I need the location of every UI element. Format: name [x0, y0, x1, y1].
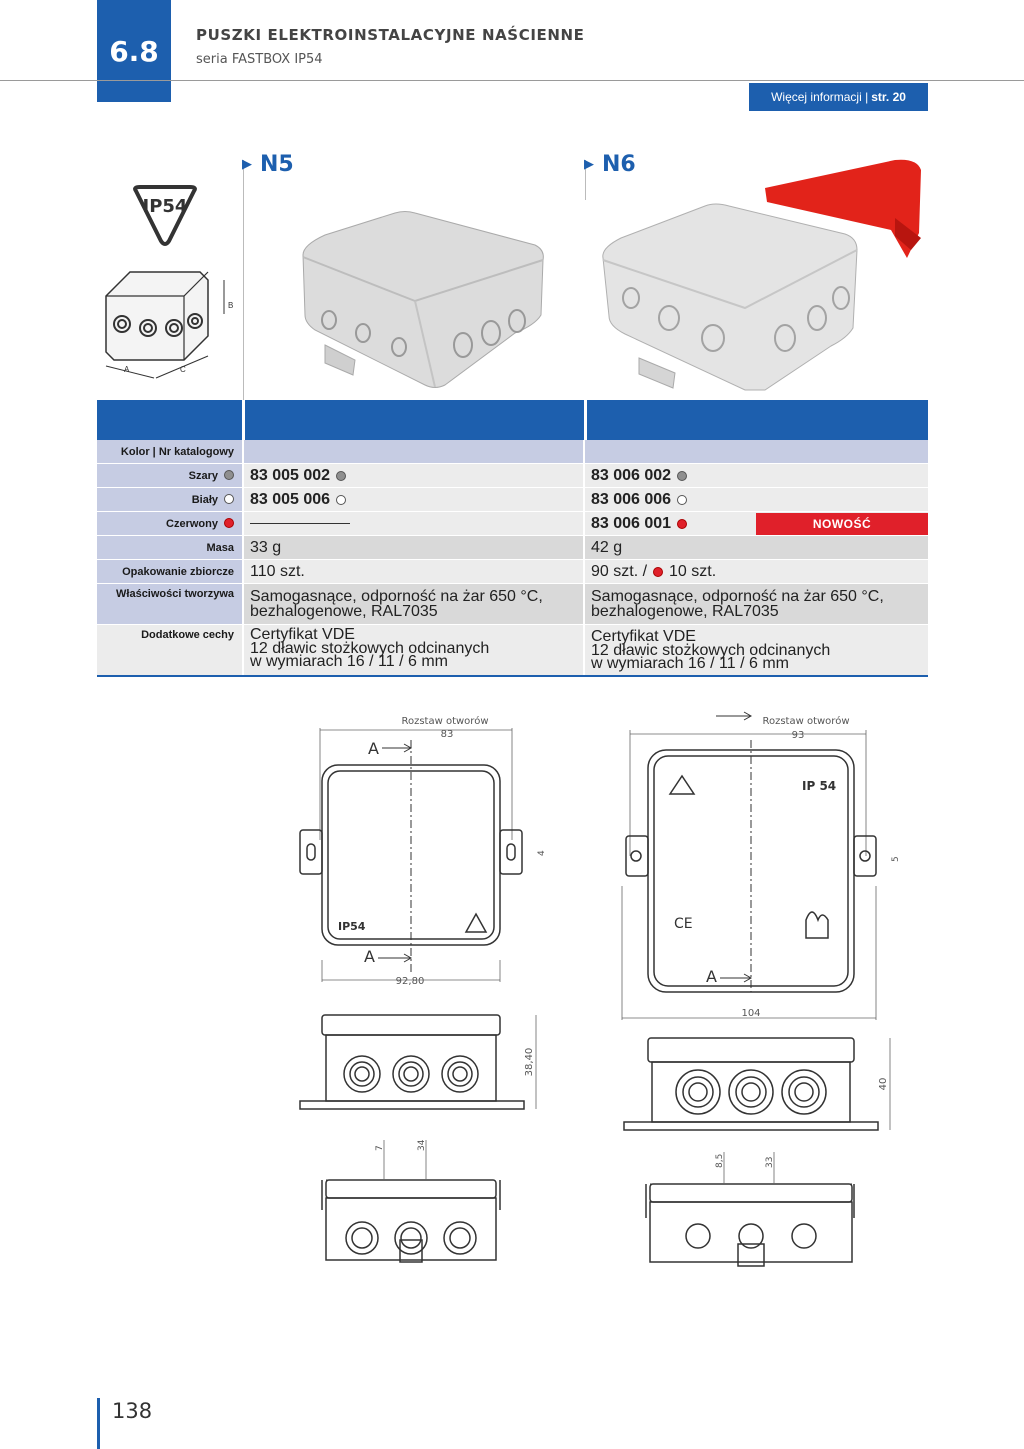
ip-marking: IP 54 — [802, 779, 837, 793]
dimension-sketch — [100, 266, 242, 381]
new-badge: NOWOŚĆ — [756, 513, 928, 535]
n5-technical-drawing — [290, 710, 550, 1300]
table-row-packaging — [97, 560, 928, 584]
gray-dot-icon — [224, 470, 234, 480]
section-marker: A — [364, 947, 375, 966]
row-label: Szary — [97, 464, 244, 487]
section-dimension: 33 — [765, 1156, 775, 1168]
n6-product-image — [595, 158, 925, 393]
triangle-right-icon: ▶ — [242, 157, 252, 172]
height-value: 38,40 — [524, 1047, 535, 1077]
more-info-label: Więcej informacji | — [771, 90, 869, 104]
n6-catalog-number: 83 006 001 — [585, 512, 928, 535]
red-dot-icon — [677, 519, 687, 529]
gray-dot-icon — [336, 471, 346, 481]
dash-line — [250, 523, 350, 524]
section-dimension: 8,5 — [715, 1153, 725, 1168]
ce-mark: CE — [674, 916, 693, 932]
dim-a-label: A — [124, 365, 130, 374]
page-subtitle: seria FASTBOX IP54 — [196, 52, 323, 67]
n6-technical-drawing — [618, 706, 908, 1298]
column-divider — [243, 160, 244, 400]
white-dot-icon — [677, 495, 687, 505]
n5-packaging: 110 szt. — [244, 560, 585, 583]
section-dimension: 7 — [375, 1145, 385, 1151]
red-dot-icon — [224, 518, 234, 528]
page-title: PUSZKI ELEKTROINSTALACYJNE NAŚCIENNE — [196, 26, 585, 44]
table-row-material — [97, 584, 928, 625]
n6-features: Certyfikat VDE 12 dławic stożkowych odcinanych w wymiarach 16 / 11 / 6 mm — [585, 625, 928, 675]
table-row-features — [97, 625, 928, 677]
lug-dimension: 4 — [537, 850, 547, 856]
n6-mass: 42 g — [585, 536, 928, 559]
table-row-mass — [97, 536, 928, 560]
spacing-label: Rozstaw otworów — [401, 716, 489, 727]
table-header-row — [97, 440, 928, 464]
more-info-link[interactable] — [749, 83, 928, 111]
table-row-white — [97, 488, 928, 512]
row-label: Właściwości tworzywa — [97, 584, 244, 624]
model-name: N5 — [260, 152, 294, 177]
ip-marking: IP54 — [338, 920, 366, 933]
table-header-label: Kolor | Nr katalogowy — [97, 440, 244, 463]
height-value: 40 — [878, 1077, 889, 1091]
row-label: Masa — [97, 536, 244, 559]
n6-catalog-number: 83 006 006 — [585, 488, 928, 511]
white-dot-icon — [224, 494, 234, 504]
section-number: 6.8 — [97, 0, 171, 102]
spacing-value: 93 — [791, 730, 805, 741]
n5-material: Samogasnące, odporność na żar 650 °C, bezhalogenowe, RAL7035 — [244, 584, 585, 624]
triangle-right-icon: ▶ — [584, 157, 594, 172]
n5-not-available — [244, 512, 585, 535]
row-label: Czerwony — [97, 512, 244, 535]
header-divider — [0, 80, 1024, 81]
dim-b-label: B — [228, 301, 234, 310]
ip-badge-text: IP54 — [142, 196, 188, 217]
section-marker: A — [706, 967, 717, 986]
width-value: 92,80 — [395, 976, 425, 987]
n5-mass: 33 g — [244, 536, 585, 559]
gray-dot-icon — [677, 471, 687, 481]
model-heading-n5 — [242, 152, 294, 177]
row-label: Opakowanie zbiorcze — [97, 560, 244, 583]
lug-dimension: 5 — [891, 856, 901, 862]
n5-product-image — [295, 205, 550, 395]
table-header-bar — [97, 400, 928, 440]
red-dot-icon — [653, 567, 663, 577]
n5-catalog-number: 83 005 002 — [244, 464, 585, 487]
section-dimension: 34 — [417, 1139, 427, 1151]
spacing-value: 83 — [440, 729, 454, 740]
vde-mark-icon — [466, 914, 486, 932]
n5-catalog-number: 83 005 006 — [244, 488, 585, 511]
flame-650-icon — [806, 912, 828, 938]
ip54-triangle-icon — [130, 185, 200, 249]
page-number-bar — [97, 1398, 100, 1449]
row-label: Biały — [97, 488, 244, 511]
n6-material: Samogasnące, odporność na żar 650 °C, bezhalogenowe, RAL7035 — [585, 584, 928, 624]
n6-catalog-number: 83 006 002 — [585, 464, 928, 487]
dim-c-label: C — [180, 365, 186, 374]
page-number: 138 — [112, 1399, 153, 1423]
white-dot-icon — [336, 495, 346, 505]
table-row-gray — [97, 464, 928, 488]
vde-mark-icon — [670, 776, 694, 794]
model-name: N6 — [602, 152, 636, 177]
row-label: Dodatkowe cechy — [97, 625, 244, 675]
section-marker: A — [368, 739, 379, 758]
width-value: 104 — [741, 1008, 761, 1019]
n6-packaging: 90 szt. / 10 szt. — [585, 560, 928, 583]
spacing-label: Rozstaw otworów — [762, 716, 850, 727]
n5-features: Certyfikat VDE 12 dławic stożkowych odcinanych w wymiarach 16 / 11 / 6 mm — [244, 625, 585, 675]
more-info-page: str. 20 — [871, 90, 906, 104]
